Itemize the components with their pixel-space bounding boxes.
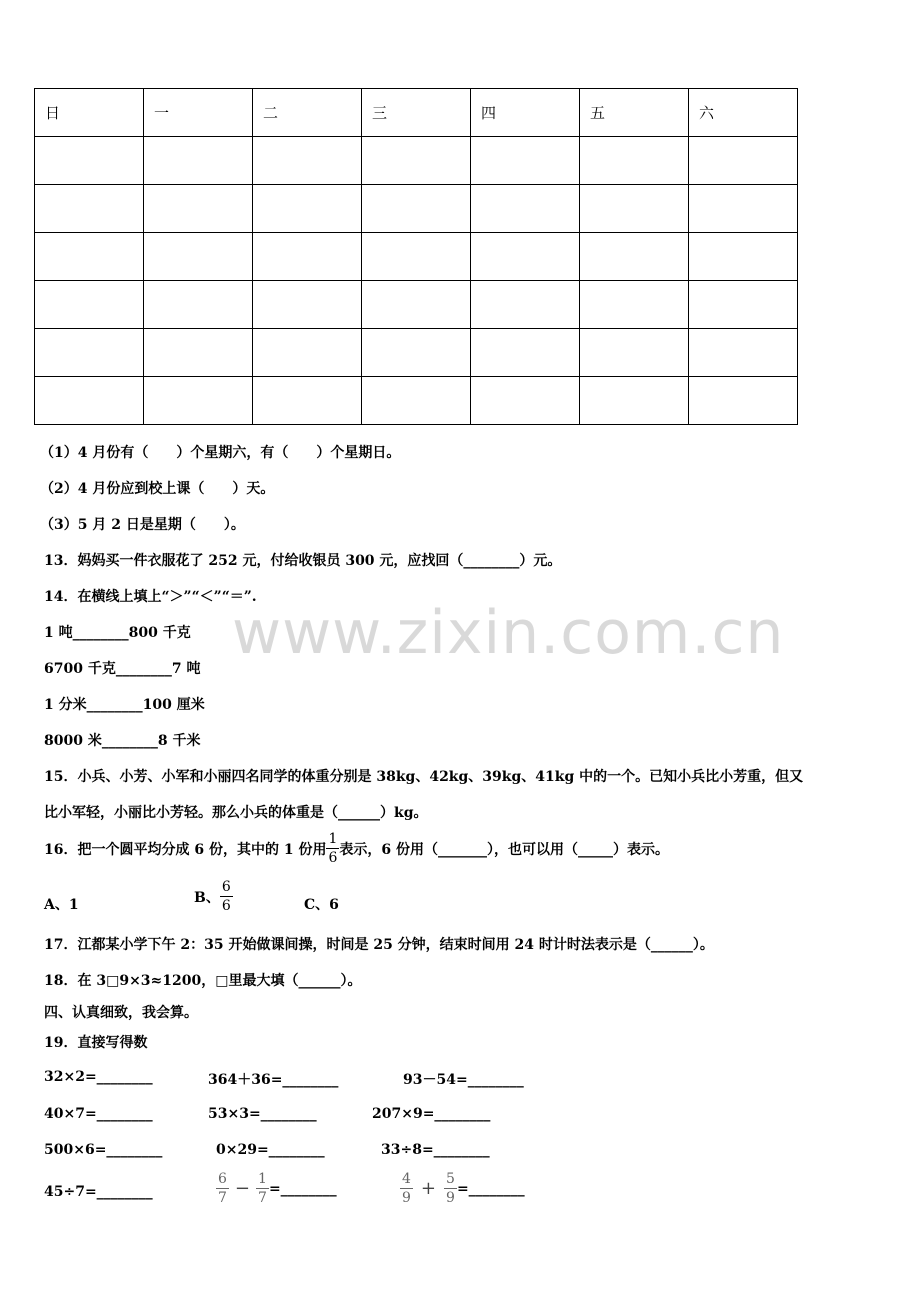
calendar-row — [35, 185, 798, 233]
fraction-numerator: 1 — [328, 831, 338, 847]
calendar-row — [35, 329, 798, 377]
option-b[interactable] — [194, 880, 233, 913]
calendar-cell[interactable] — [144, 377, 253, 425]
question-17: 17．江都某小学下午 2：35 开始做课间操，时间是 25 分钟，结束时间用 24 时计时法表示是（______）。 — [44, 937, 714, 953]
q12-subquestion-3: （3）5 月 2 日是星期（ ）。 — [40, 517, 245, 533]
calc-item: 53×3=________ — [208, 1106, 317, 1122]
calendar-cell[interactable] — [471, 233, 580, 281]
minus-sign: − — [234, 1178, 251, 1199]
question-14-item: 6700 千克________7 吨 — [44, 661, 201, 677]
question-16-text-before: 16．把一个圆平均分成 6 份，其中的 1 份用 — [44, 841, 327, 858]
calc-item: 0×29=________ — [216, 1142, 325, 1158]
calc-item: 45÷7=________ — [44, 1184, 153, 1200]
calendar-cell[interactable] — [580, 281, 689, 329]
calendar-header-cell: 三 — [362, 89, 471, 137]
fraction-numerator: 5 — [446, 1171, 455, 1187]
fraction-denominator: 7 — [258, 1190, 267, 1206]
calc-item: 33÷8=________ — [381, 1142, 490, 1158]
question-15-line-2: 比小军轻，小丽比小芳轻。那么小兵的体重是（______）kg。 — [44, 805, 428, 821]
question-14-item: 1 分米________100 厘米 — [44, 697, 205, 713]
calendar-header-cell: 四 — [471, 89, 580, 137]
calendar-cell[interactable] — [689, 377, 798, 425]
april-calendar-table — [34, 88, 798, 425]
calc-item: 93－54=________ — [403, 1072, 524, 1088]
calendar-cell[interactable] — [35, 281, 144, 329]
question-13: 13．妈妈买一件衣服花了 252 元，付给收银员 300 元，应找回（________）元。 — [44, 553, 562, 569]
calendar-row — [35, 281, 798, 329]
calendar-row — [35, 137, 798, 185]
calc-fraction-subtraction — [216, 1172, 337, 1205]
fraction-numerator: 4 — [402, 1171, 411, 1187]
question-19-title: 19．直接写得数 — [44, 1035, 148, 1051]
question-18: 18．在 3□9×3≈1200，□里最大填（______）。 — [44, 973, 362, 989]
question-16-text-after: 表示，6 份用（_______），也可以用（_____）表示。 — [339, 841, 670, 858]
calc-item: 500×6=________ — [44, 1142, 163, 1158]
plus-sign: + — [420, 1178, 437, 1199]
fraction-numerator: 6 — [218, 1171, 227, 1187]
calendar-cell[interactable] — [362, 137, 471, 185]
calendar-cell[interactable] — [689, 137, 798, 185]
fraction-numerator: 6 — [221, 879, 231, 895]
fraction-numerator: 1 — [258, 1171, 267, 1187]
calendar-cell[interactable] — [35, 377, 144, 425]
fraction-five-ninths — [444, 1172, 457, 1205]
answer-blank: =________ — [268, 1180, 337, 1197]
fraction-denominator: 9 — [446, 1190, 455, 1206]
calendar-row — [35, 233, 798, 281]
fraction-six-sevenths — [216, 1172, 229, 1205]
calendar-header-cell: 五 — [580, 89, 689, 137]
calendar-cell[interactable] — [689, 185, 798, 233]
fraction-four-ninths — [400, 1172, 413, 1205]
calendar-cell[interactable] — [580, 185, 689, 233]
option-a[interactable]: A、1 — [44, 897, 79, 913]
calendar-cell[interactable] — [471, 185, 580, 233]
calendar-cell[interactable] — [144, 329, 253, 377]
fraction-denominator: 9 — [402, 1190, 411, 1206]
q12-subquestion-2: （2）4 月份应到校上课（ ）天。 — [40, 481, 275, 497]
fraction-one-seventh — [256, 1172, 269, 1205]
answer-blank: =________ — [456, 1180, 525, 1197]
calendar-row — [35, 377, 798, 425]
calc-fraction-addition — [400, 1172, 525, 1205]
calendar-cell[interactable] — [253, 185, 362, 233]
q12-subquestion-1: （1）4 月份有（ ）个星期六，有（ ）个星期日。 — [40, 445, 401, 461]
calendar-cell[interactable] — [580, 233, 689, 281]
calendar-cell[interactable] — [471, 377, 580, 425]
calendar-cell[interactable] — [471, 281, 580, 329]
calendar-cell[interactable] — [253, 329, 362, 377]
calendar-header-row — [35, 89, 798, 137]
fraction-denominator: 6 — [328, 850, 338, 866]
calendar-cell[interactable] — [362, 281, 471, 329]
fraction-denominator: 7 — [218, 1190, 227, 1206]
calendar-header-cell: 一 — [144, 89, 253, 137]
calendar-cell[interactable] — [144, 185, 253, 233]
calendar-header-cell: 二 — [253, 89, 362, 137]
section-4-heading: 四、认真细致，我会算。 — [44, 1005, 198, 1021]
calendar-cell[interactable] — [253, 377, 362, 425]
calc-item: 32×2=________ — [44, 1069, 153, 1085]
calendar-cell[interactable] — [689, 281, 798, 329]
question-14-item: 1 吨________800 千克 — [44, 625, 191, 641]
calendar-cell[interactable] — [35, 185, 144, 233]
calendar-cell[interactable] — [580, 377, 689, 425]
calendar-cell[interactable] — [689, 329, 798, 377]
calc-item: 207×9=________ — [372, 1106, 491, 1122]
calendar-cell[interactable] — [144, 233, 253, 281]
calendar-cell[interactable] — [35, 233, 144, 281]
fraction-one-sixth — [326, 832, 339, 865]
site-watermark: www.zixin.com.cn — [232, 598, 785, 668]
calendar-cell[interactable] — [471, 329, 580, 377]
calendar-cell[interactable] — [471, 137, 580, 185]
calendar-cell[interactable] — [580, 329, 689, 377]
calendar-cell[interactable] — [580, 137, 689, 185]
question-14-prompt: 14．在横线上填上“＞”“＜”“＝”. — [44, 589, 257, 605]
calendar-cell[interactable] — [253, 137, 362, 185]
calendar-header-cell: 日 — [35, 89, 144, 137]
calendar-header-cell: 六 — [689, 89, 798, 137]
calendar-cell[interactable] — [362, 377, 471, 425]
option-b-label: B、 — [194, 889, 220, 906]
calendar-cell[interactable] — [144, 137, 253, 185]
question-16 — [44, 832, 669, 865]
fraction-six-sixths — [220, 880, 233, 913]
fraction-denominator: 6 — [221, 898, 231, 914]
calc-item: 364＋36=________ — [208, 1072, 339, 1088]
calendar-cell[interactable] — [253, 233, 362, 281]
calendar-cell[interactable] — [144, 281, 253, 329]
option-c[interactable]: C、6 — [304, 897, 339, 913]
calendar-cell[interactable] — [35, 137, 144, 185]
calendar-cell[interactable] — [35, 329, 144, 377]
calendar-cell[interactable] — [362, 185, 471, 233]
calendar-cell[interactable] — [253, 281, 362, 329]
calendar-cell[interactable] — [689, 233, 798, 281]
question-15-line-1: 15．小兵、小芳、小军和小丽四名同学的体重分别是 38kg、42kg、39kg、41kg 中的一个。已知小兵比小芳重，但又 — [44, 769, 804, 785]
calendar-cell[interactable] — [362, 329, 471, 377]
calc-item: 40×7=________ — [44, 1106, 153, 1122]
question-14-item: 8000 米________8 千米 — [44, 733, 201, 749]
calendar-cell[interactable] — [362, 233, 471, 281]
